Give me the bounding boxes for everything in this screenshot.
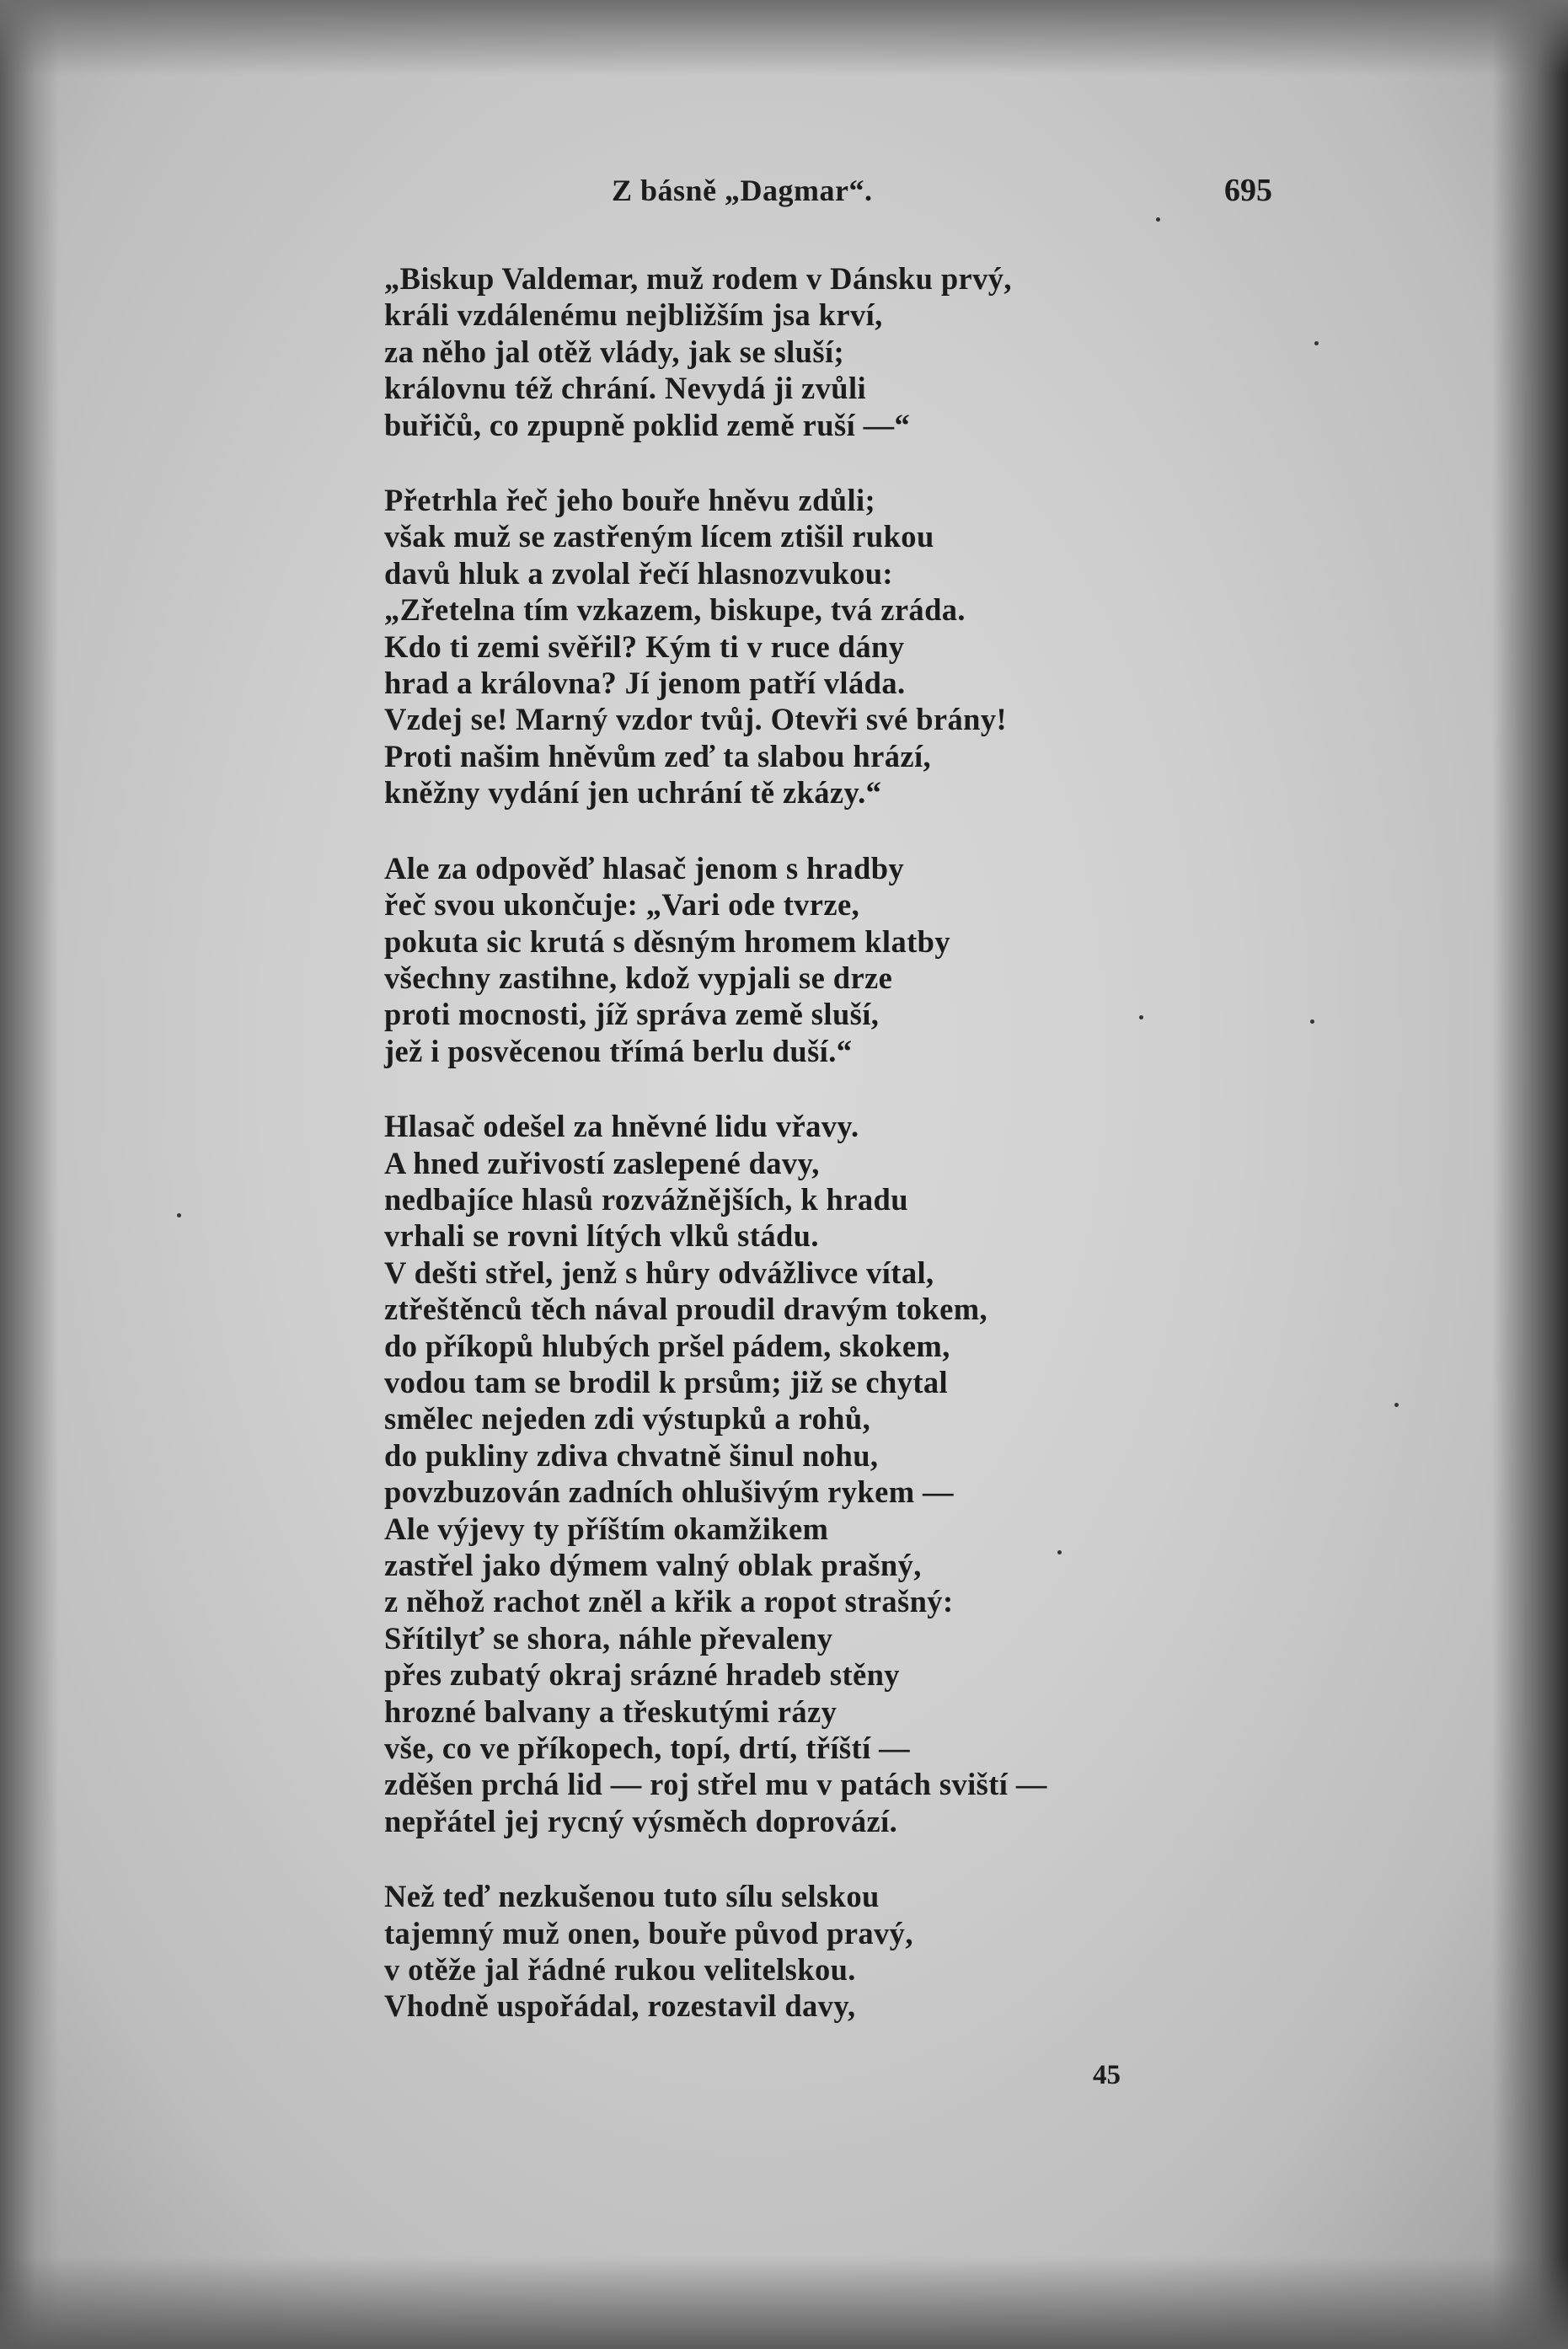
stanza — [384, 850, 1227, 1069]
stanza — [384, 1108, 1227, 1839]
poem-line: buřičů, co zpupně poklid země ruší —“ — [384, 407, 911, 442]
stanza — [384, 1878, 1227, 2025]
poem-line: Vzdej se! Marný vzdor tvůj. Otevři své brány! — [384, 702, 1008, 737]
print-speck — [177, 1213, 181, 1217]
poem-line: pokuta sic krutá s děsným hromem klatby — [384, 923, 951, 959]
poem-line: Ale za odpověď hlasač jenom s hradby — [384, 850, 905, 886]
poem-line: povzbuzován zadních ohlušivým rykem — — [384, 1474, 954, 1510]
poem-line: do pukliny zdiva chvatně šinul nohu, — [384, 1437, 879, 1473]
poem-line: zděšen prchá lid — roj střel mu v patách sviští — — [384, 1767, 1047, 1802]
poem-line: A hned zuřivostí zaslepené davy, — [384, 1145, 820, 1180]
poem-line: nepřátel jej rycný výsměch doprovází. — [384, 1803, 898, 1838]
poem-line: Přetrhla řeč jeho bouře hněvu zdůli; — [384, 483, 876, 518]
poem-line: hrad a královna? Jí jenom patří vláda. — [384, 666, 906, 701]
poem-line: vrhali se rovni lítých vlků stádu. — [384, 1218, 819, 1254]
page-edge-shadow-right — [1492, 0, 1568, 2349]
poem-line: všechny zastihne, kdož vypjali se drze — [384, 960, 893, 995]
poem-line: Hlasač odešel za hněvné lidu vřavy. — [384, 1109, 859, 1144]
poem-line: Vhodně uspořádal, rozestavil davy, — [384, 1988, 856, 2024]
poem-line: vodou tam se brodil k prsům; již se chytal — [384, 1364, 949, 1399]
poem-line: V dešti střel, jenž s hůry odvážlivce vítal, — [384, 1255, 934, 1290]
poem-line: z něhož rachot zněl a křik a ropot strašný: — [384, 1584, 954, 1619]
poem-line: jež i posvěcenou třímá berlu duší.“ — [384, 1033, 853, 1068]
poem-line: Kdo ti zemi svěřil? Kým ti v ruce dány — [384, 629, 905, 664]
poem-line: v otěže jal řádné rukou velitelskou. — [384, 1952, 856, 1988]
poem-line: „Biskup Valdemar, muž rodem v Dánsku prvý, — [384, 261, 1012, 296]
page-edge-shadow-bottom — [0, 2256, 1568, 2349]
poem-line: do příkopů hlubých pršel pádem, skokem, — [384, 1328, 950, 1363]
page-edge-shadow-top — [0, 0, 1568, 76]
poem-line: nedbajíce hlasů rozvážnějších, k hradu — [384, 1181, 908, 1217]
poem-body — [384, 260, 1227, 2063]
poem-line: vše, co ve příkopech, topí, drtí, tříští — — [384, 1731, 911, 1766]
poem-line: proti mocnosti, jíž správa země sluší, — [384, 997, 880, 1032]
poem-line: Než teď nezkušenou tuto sílu selskou — [384, 1879, 880, 1914]
poem-line: však muž se zastřeným lícem ztišil rukou — [384, 519, 934, 554]
poem-line: Ale výjevy ty příštím okamžikem — [384, 1511, 829, 1546]
stanza — [384, 260, 1227, 443]
print-speck — [1156, 217, 1160, 222]
printer-signature-mark: 45 — [1093, 2060, 1121, 2090]
poem-line: královnu též chrání. Nevydá ji zvůli — [384, 371, 867, 406]
poem-line: tajemný muž onen, bouře původ pravý, — [384, 1915, 913, 1950]
print-speck — [1394, 1403, 1399, 1407]
print-speck — [1310, 1019, 1314, 1024]
poem-line: davů hluk a zvolal řečí hlasnozvukou: — [384, 555, 893, 591]
print-speck — [1139, 1015, 1143, 1019]
poem-line: králi vzdálenému nejbližším jsa krví, — [384, 297, 883, 333]
poem-line: za něho jal otěž vlády, jak se sluší; — [384, 334, 845, 369]
poem-line: „Zřetelna tím vzkazem, biskupe, tvá zráda. — [384, 592, 966, 628]
poem-line: zastřel jako dýmem valný oblak prašný, — [384, 1548, 922, 1582]
page-number: 695 — [1224, 173, 1272, 208]
print-speck — [1057, 1550, 1062, 1554]
poem-line: hrozné balvany a třeskutými rázy — [384, 1694, 838, 1729]
poem-line: smělec nejeden zdi výstupků a rohů, — [384, 1401, 871, 1437]
poem-line: Proti našim hněvům zeď ta slabou hrází, — [384, 738, 932, 773]
poem-line: Sřítilyť se shora, náhle převaleny — [384, 1620, 833, 1656]
running-header-title: Z básně „Dagmar“. — [612, 174, 873, 207]
page-edge-shadow-left — [0, 0, 59, 2349]
poem-line: ztřeštěnců těch nával proudil dravým tokem, — [384, 1292, 988, 1327]
poem-line: přes zubatý okraj srázné hradeb stěny — [384, 1657, 900, 1693]
print-speck — [1314, 341, 1319, 345]
stanza — [384, 482, 1227, 811]
poem-line: kněžny vydání jen uchrání tě zkázy.“ — [384, 775, 882, 811]
poem-line: řeč svou ukončuje: „Vari ode tvrze, — [384, 887, 860, 923]
